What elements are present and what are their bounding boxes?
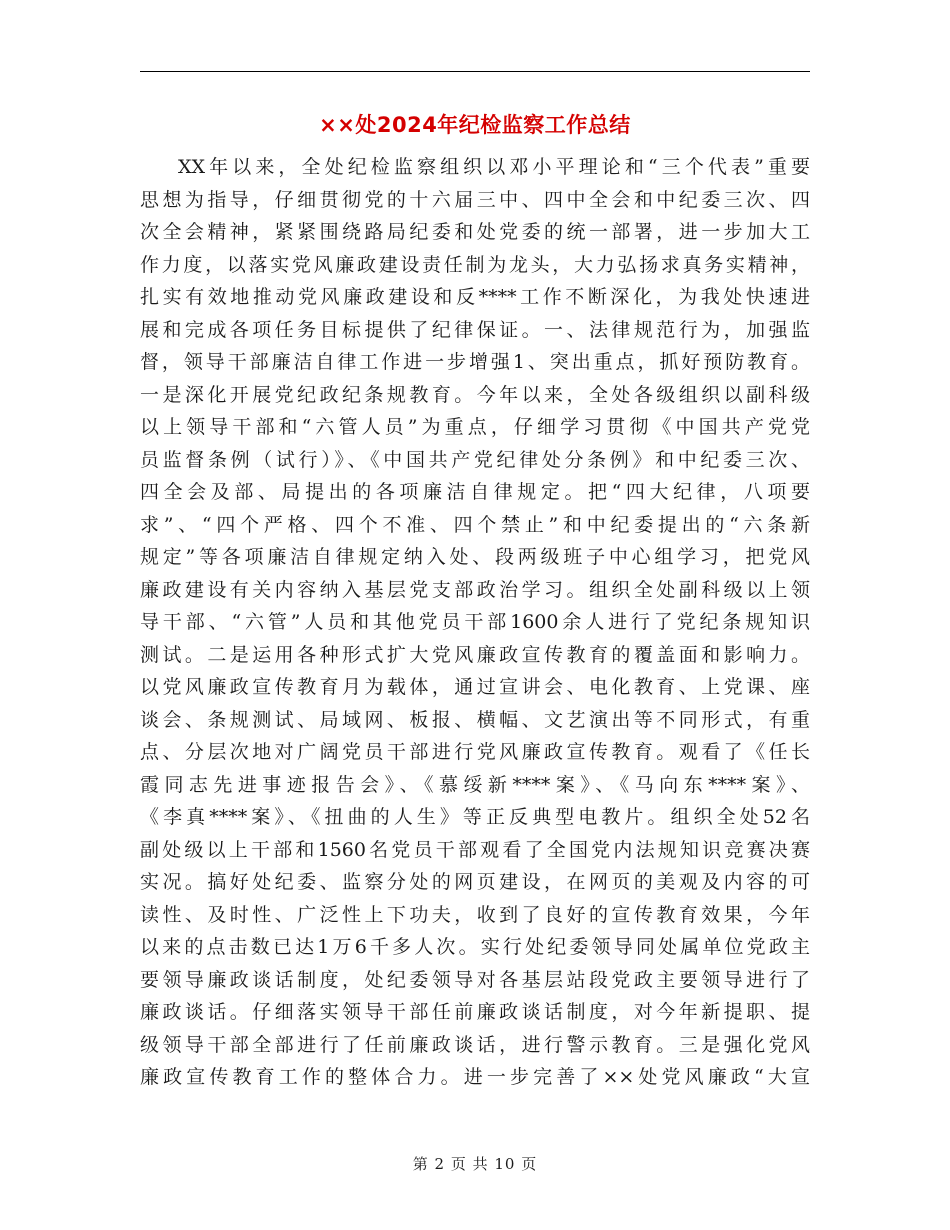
body-line: 副处级以上干部和1560名党员干部观看了全国党内法规知识竞赛决赛 <box>140 838 810 861</box>
page-number: 第 2 页 共 10 页 <box>412 1155 538 1173</box>
body-line: 规定”等各项廉洁自律规定纳入处、段两级班子中心组学习，把党风 <box>140 546 810 568</box>
body-line: 以上领导干部和“六管人员”为重点，仔细学习贯彻《中国共产党党 <box>140 416 810 438</box>
body-line: 展和完成各项任务目标提供了纪律保证。一、法律规范行为，加强监 <box>140 318 810 341</box>
body-line: 廉政宣传教育工作的整体合力。进一步完善了××处党风廉政“大宣 <box>140 1066 810 1088</box>
body-line: 次全会精神，紧紧围绕路局纪委和处党委的统一部署，进一步加大工 <box>140 221 810 243</box>
body-line: 级领导干部全部进行了任前廉政谈话，进行警示教育。三是强化党风 <box>140 1033 810 1056</box>
body-line: 实况。搞好处纪委、监察分处的网页建设，在网页的美观及内容的可 <box>140 871 810 893</box>
body-line: 廉政谈话。仔细落实领导干部任前廉政谈话制度，对今年新提职、提 <box>140 1001 810 1023</box>
document-title: ××处2024年纪检监察工作总结 <box>319 113 631 137</box>
body-line: 员监督条例（试行）》、《中国共产党纪律处分条例》和中纪委三次、 <box>140 448 810 471</box>
body-line: 求”、“四个严格、四个不准、四个禁止”和中纪委提出的“六条新 <box>140 513 810 536</box>
body-line: 要领导廉政谈话制度，处纪委领导对各基层站段党政主要领导进行了 <box>140 968 810 991</box>
body-line: 一是深化开展党纪政纪条规教育。今年以来，全处各级组织以副科级 <box>140 383 810 406</box>
body-line: 《李真****案》、《扭曲的人生》等正反典型电教片。组织全处52名 <box>140 806 810 828</box>
body-line: 督，领导干部廉洁自律工作进一步增强1、突出重点，抓好预防教育。 <box>140 351 810 373</box>
body-line: 作力度，以落实党风廉政建设责任制为龙头，大力弘扬求真务实精神， <box>140 253 810 276</box>
body-line: 导干部、“六管”人员和其他党员干部1600余人进行了党纪条规知识 <box>140 611 810 633</box>
body-line: 以党风廉政宣传教育月为载体，通过宣讲会、电化教育、上党课、座 <box>140 676 810 698</box>
body-line: XX年以来，全处纪检监察组织以邓小平理论和“三个代表”重要 <box>178 156 810 178</box>
body-line: 思想为指导，仔细贯彻党的十六届三中、四中全会和中纪委三次、四 <box>140 188 810 211</box>
body-line: 四全会及部、局提出的各项廉洁自律规定。把“四大纪律，八项要 <box>140 481 810 503</box>
body-line: 点、分层次地对广阔党员干部进行党风廉政宣传教育。观看了《任长 <box>140 741 810 763</box>
body-line: 测试。二是运用各种形式扩大党风廉政宣传教育的覆盖面和影响力。 <box>140 643 810 666</box>
document-body <box>140 151 810 1094</box>
body-line: 廉政建设有关内容纳入基层党支部政治学习。组织全处副科级以上领 <box>140 578 810 601</box>
body-line: 扎实有效地推动党风廉政建设和反****工作不断深化，为我处快速进 <box>140 286 810 308</box>
body-line: 以来的点击数已达1万6千多人次。实行处纪委领导同处属单位党政主 <box>140 936 810 958</box>
body-line: 读性、及时性、广泛性上下功夫，收到了良好的宣传教育效果，今年 <box>140 903 810 926</box>
body-line: 霞同志先进事迹报告会》、《慕绥新****案》、《马向东****案》、 <box>140 773 810 796</box>
body-line: 谈会、条规测试、局域网、板报、横幅、文艺演出等不同形式，有重 <box>140 708 810 731</box>
header-rule <box>140 71 810 72</box>
